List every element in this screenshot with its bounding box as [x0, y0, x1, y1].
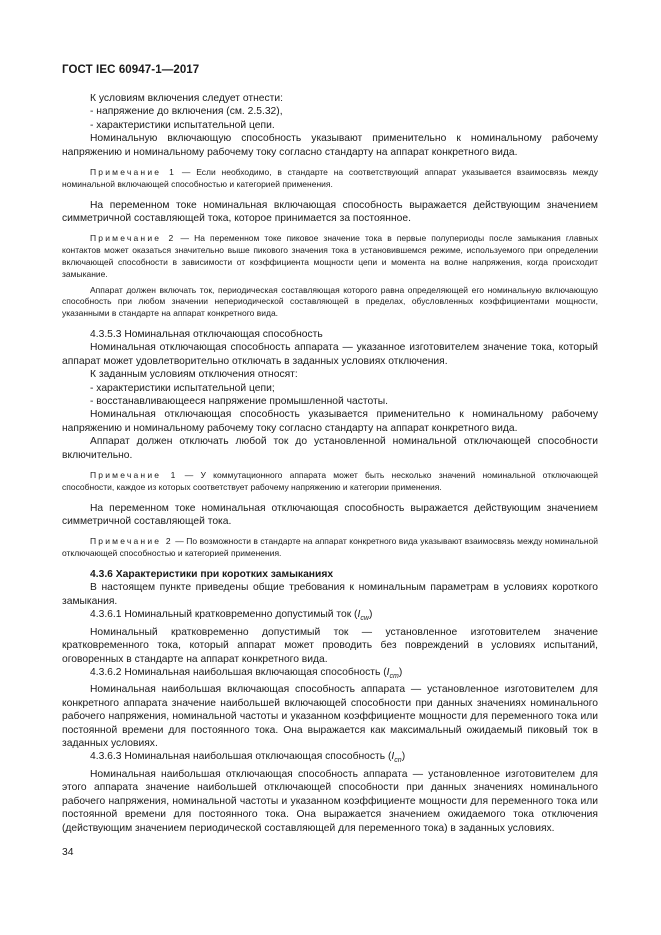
document-header: ГОСТ IEC 60947-1—2017 — [62, 64, 200, 76]
paragraph-text: Номинальная наибольшая включающая способность аппарата — установленное изготовителем для конкретного аппарата значение наибольшей включающей способности при данных значениях номинального рабочего напряжения, номинальной частоты и указанном коэффициенте мощности для переменного тока или постоянной времени для постоянного тока. Она выражается как максимальный ожидаемый пиковый ток в заданных условиях. — [62, 684, 598, 750]
paragraph-text: Номинальную включающую способность указывают применительно к номинальному рабочему напряжению и номинальному рабочему току согласно стандарту на аппарат конкретного вида. — [62, 133, 598, 158]
paragraph — [62, 408, 598, 435]
note-label: Примечание 2 — [90, 536, 173, 547]
paragraph-text: - восстанавливающееся напряжение промышленной частоты. — [90, 396, 388, 408]
note-label: Примечание 1 — [90, 470, 178, 481]
paragraph-text: К заданным условиям отключения относят: — [90, 369, 298, 381]
note — [62, 167, 598, 191]
note-text: Аппарат должен включать ток, периодическая составляющая которого равна определяющей его номинальную включающую способность при любом значении непериодической составляющей в пределах, обусловленных коэффициентами мощности, указанными в стандарте на аппарат конкретного вида. — [62, 284, 598, 319]
paragraph-text: 4.3.6.2 Номинальная наибольшая включающая способность ( — [90, 666, 387, 678]
spacer — [62, 528, 598, 536]
paragraph-text: Номинальная отключающая способность указывается применительно к номинальному рабочему напряжению и номинальному рабочему току согласно стандарту на аппарат конкретного вида. — [62, 409, 598, 434]
note-text: — У коммутационного аппарата может быть несколько значений номинальной отключающей способности, каждое из которых соответствует рабочему напряжению и категории применения. — [62, 470, 598, 492]
paragraph-text: Аппарат должен отключать любой ток до установленной номинальной отключающей способности включительно. — [62, 436, 598, 461]
note-label: Примечание 2 — [90, 233, 176, 244]
paragraph-text: 4.3.6.3 Номинальная наибольшая отключающая способность ( — [90, 751, 392, 763]
note — [62, 536, 598, 560]
page-number: 34 — [62, 847, 74, 858]
paragraph-text: 4.3.6 Характеристики при коротких замыканиях — [90, 569, 334, 581]
paragraph-text-after: ) — [368, 609, 373, 621]
paragraph-text: Номинальный кратковременно допустимый ток — установленное изготовителем значение кратковременного тока, который аппарат может проводить без повреждений в условиях испытаний, оговоренных в стандарте на аппарат конкретного вида. — [62, 626, 598, 665]
note-text: — Если необходимо, в стандарте на соответствующий аппарат указывается взаимосвязь между номинальной включающей способностью и категорией применения. — [62, 167, 598, 189]
paragraph-text: На переменном токе номинальная отключающая способность выражается действующим значением симметричной составляющей тока. — [62, 502, 598, 528]
paragraph-text: К условиям включения следует отнести: — [90, 93, 283, 104]
note-label: Примечание 1 — [90, 167, 177, 178]
paragraph — [62, 368, 598, 381]
spacer — [62, 494, 598, 502]
current-subscript: cm — [389, 673, 399, 681]
paragraph — [62, 92, 598, 105]
current-symbol: I — [357, 609, 361, 621]
spacer — [62, 159, 598, 167]
spacer — [62, 560, 598, 568]
paragraph-text: 4.3.5.3 Номинальная отключающая способность — [90, 329, 323, 341]
paragraph — [62, 395, 598, 408]
paragraph — [62, 199, 598, 226]
paragraph — [62, 435, 598, 462]
spacer — [62, 225, 598, 233]
note-text: — По возможности в стандарте на аппарат конкретного вида указывают взаимосвязь между номинальной отключающей способностью и категорией применения. — [62, 536, 598, 559]
paragraph — [62, 768, 598, 835]
paragraph — [62, 132, 598, 159]
spacer — [62, 320, 598, 328]
paragraph-text-after: ) — [401, 751, 406, 763]
current-symbol: I — [391, 751, 395, 763]
paragraph — [62, 750, 598, 767]
paragraph-text: На переменном токе номинальная включающая способность выражается действующим значением симметричной составляющей тока, которое принимается за постоянное. — [62, 199, 598, 225]
paragraph-text: - характеристики испытательной цепи; — [90, 382, 275, 394]
section-heading — [62, 568, 598, 581]
paragraph-text: 4.3.6.1 Номинальный кратковременно допустимый ток ( — [90, 609, 358, 621]
paragraph — [62, 502, 598, 529]
paragraph — [62, 581, 598, 608]
paragraph — [62, 608, 598, 625]
paragraph — [62, 683, 598, 750]
current-subscript: cn — [394, 757, 402, 765]
note — [62, 285, 598, 320]
current-subscript: cw — [360, 615, 369, 623]
document-body — [62, 92, 598, 835]
spacer — [62, 191, 598, 199]
paragraph — [62, 341, 598, 368]
paragraph — [62, 626, 598, 666]
spacer — [62, 462, 598, 470]
paragraph — [62, 105, 598, 118]
paragraph — [62, 328, 598, 341]
note — [62, 233, 598, 280]
paragraph-text: - напряжение до включения (см. 2.5.32), — [90, 106, 283, 118]
paragraph-text: Номинальная наибольшая отключающая способность аппарата — установленное изготовителем для этого аппарата значение наибольшей отключающей способности при данных значениях номинального рабочего напряжения, номинальной частоты и указанном коэффициенте мощности для переменного тока или постоянной времени для постоянного тока. Она выражается значением ожидаемого тока отключения (действующим значением периодической составляющей для переменного тока) в заданных условиях. — [62, 768, 598, 834]
paragraph-text: - характеристики испытательной цепи. — [90, 119, 275, 131]
paragraph — [62, 119, 598, 132]
paragraph-text-after: ) — [398, 666, 403, 678]
paragraph-text: В настоящем пункте приведены общие требования к номинальным параметрам в условиях короткого замыкания. — [62, 582, 598, 607]
paragraph-text: Номинальная отключающая способность аппарата — указанное изготовителем значение тока, который аппарат может удовлетворительно отключать в заданных условиях отключения. — [62, 342, 598, 367]
paragraph — [62, 382, 598, 395]
current-symbol: I — [386, 666, 390, 678]
note — [62, 470, 598, 494]
note-text: — На переменном токе пиковое значение тока в первые полупериоды после замыкания главных контактов может оказаться значительно выше пикового значения тока в установившемся режиме, используемого при определении включающей способности в зависимости от коэффициента мощности цепи и момента на волне напряжения, когда происходит замыкание. — [62, 233, 598, 279]
paragraph — [62, 666, 598, 683]
